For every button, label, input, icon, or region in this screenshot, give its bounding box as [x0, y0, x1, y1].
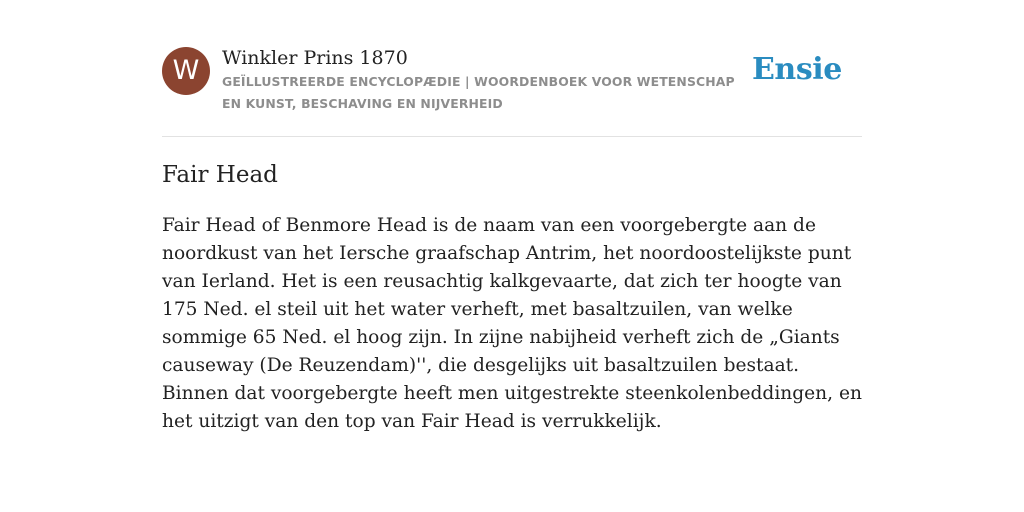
source-avatar[interactable]: W: [162, 47, 210, 95]
entry-body: Fair Head of Benmore Head is de naam van een voorgebergte aan de noordkust van het Iersche graafschap Antrim, het noordoostelijkste punt van Ierland. Het is een reusachtig kalkgevaarte, dat zich ter hoogte van 175 Ned. el steil uit het water verheft, met basaltzuilen, van welke sommige 65 Ned. el hoog zijn. In zijne nabijheid verheft zich de „Giants causeway (De Reuzendam)'', die desgelijks uit basaltzuilen bestaat. Binnen dat voorgebergte heeft men uitgestrekte steenkolenbeddingen, en het uitzigt van den top van Fair Head is verrukkelijk.: [162, 215, 862, 432]
source-header: [162, 44, 862, 137]
source-title[interactable]: Winkler Prins 1870: [222, 47, 408, 69]
source-subtitle: GEÏLLUSTREERDE ENCYCLOPÆDIE | WOORDENBOEK VOOR WETENSCHAP EN KUNST, BESCHAVING EN NIJVERHEID: [222, 74, 735, 111]
ensie-logo[interactable]: Ensie: [751, 52, 842, 87]
entry-title: Fair Head: [162, 162, 278, 188]
